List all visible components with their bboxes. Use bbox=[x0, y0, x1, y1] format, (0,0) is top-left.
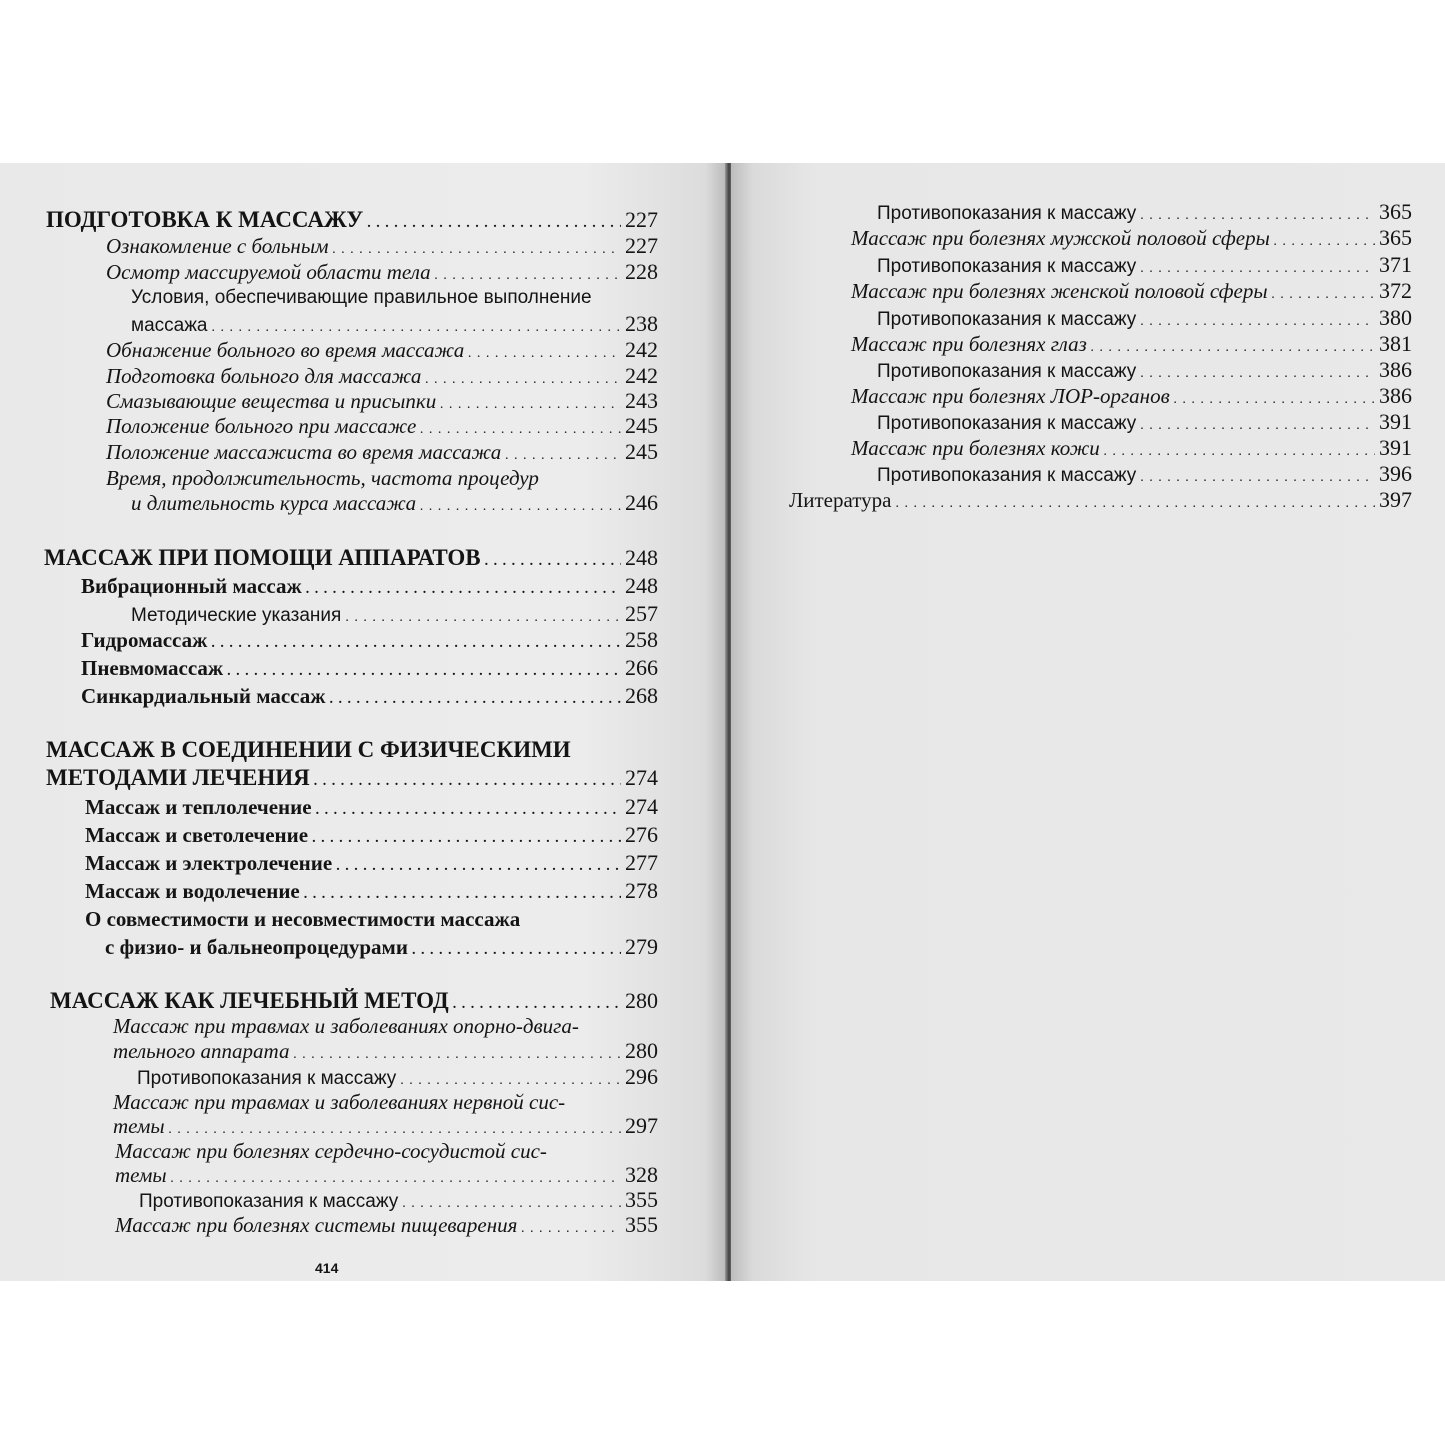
toc-title: Массаж и водолечение bbox=[85, 879, 300, 903]
toc-title: Смазывающие вещества и присыпки bbox=[106, 389, 437, 413]
toc-page-number: 276 bbox=[625, 822, 658, 847]
toc-page-number: 278 bbox=[625, 878, 658, 903]
toc-page-number: 245 bbox=[625, 439, 658, 464]
toc-title: Массаж при болезнях кожи bbox=[851, 436, 1100, 460]
toc-entry bbox=[81, 683, 658, 713]
toc-page-number: 227 bbox=[625, 207, 658, 232]
toc-entry bbox=[81, 627, 658, 657]
toc-page-number: 386 bbox=[1379, 383, 1412, 408]
toc-title: массажа bbox=[131, 315, 208, 336]
toc-entry bbox=[851, 225, 1412, 255]
toc-title: Гидромассаж bbox=[81, 628, 208, 652]
toc-title: и длительность курса массажа bbox=[131, 491, 417, 515]
toc-title-line1: О совместимости и несовместимости массажа bbox=[85, 907, 521, 931]
toc-title: Массаж при болезнях глаз bbox=[851, 332, 1087, 356]
toc-page-number: 396 bbox=[1379, 461, 1412, 486]
leader-dots bbox=[304, 882, 621, 908]
toc-page-number: 245 bbox=[625, 413, 658, 438]
toc-page-number: 372 bbox=[1379, 278, 1412, 303]
toc-page-number: 238 bbox=[625, 311, 658, 336]
toc-page-number: 228 bbox=[625, 259, 658, 284]
leader-dots bbox=[420, 494, 621, 520]
toc-title: Противопоказания к массажу bbox=[877, 361, 1137, 382]
toc-page-number: 355 bbox=[625, 1187, 658, 1212]
toc-title: Массаж при болезнях ЛОР-органов bbox=[851, 384, 1170, 408]
toc-entry-section bbox=[46, 765, 658, 795]
toc-page-number: 371 bbox=[1379, 252, 1412, 277]
toc-title: Массаж при болезнях женской половой сферы bbox=[851, 279, 1268, 303]
toc-page-number: 280 bbox=[625, 988, 658, 1013]
page-number-footer: 414 bbox=[315, 1260, 339, 1276]
toc-title-line1: Массаж при болезнях сердечно-сосудистой сис- bbox=[115, 1139, 547, 1163]
toc-page-number: 355 bbox=[625, 1212, 658, 1237]
toc-entry bbox=[115, 1212, 658, 1242]
toc-page-number: 242 bbox=[625, 363, 658, 388]
toc-entry bbox=[85, 822, 658, 852]
toc-title: МЕТОДАМИ ЛЕЧЕНИЯ bbox=[46, 765, 310, 790]
toc-entry bbox=[85, 794, 658, 824]
toc-title: Противопоказания к массажу bbox=[139, 1191, 399, 1212]
toc-page-number: 280 bbox=[625, 1038, 658, 1063]
toc-title: Массаж при болезнях мужской половой сферы bbox=[851, 226, 1270, 250]
toc-page-number: 242 bbox=[625, 337, 658, 362]
toc-page-number: 297 bbox=[625, 1113, 658, 1138]
leader-dots bbox=[329, 687, 621, 713]
toc-entry bbox=[81, 655, 658, 685]
toc-title: Вибрационный массаж bbox=[81, 574, 302, 598]
toc-title: МАССАЖ ПРИ ПОМОЩИ АППАРАТОВ bbox=[44, 545, 481, 570]
toc-title: Методические указания bbox=[131, 605, 342, 626]
toc-page-number: 380 bbox=[1379, 305, 1412, 330]
toc-title: тельного аппарата bbox=[113, 1039, 290, 1063]
toc-title: МАССАЖ КАК ЛЕЧЕБНЫЙ МЕТОД bbox=[50, 988, 449, 1013]
toc-title: Положение больного при массаже bbox=[106, 414, 417, 438]
right-page bbox=[731, 163, 1445, 1281]
toc-page-number: 274 bbox=[625, 765, 658, 790]
toc-title: Массаж и светолечение bbox=[85, 823, 309, 847]
leader-dots bbox=[316, 798, 621, 824]
leader-dots bbox=[227, 659, 621, 685]
toc-title: Противопоказания к массажу bbox=[877, 203, 1137, 224]
toc-entry bbox=[85, 878, 658, 908]
toc-entry bbox=[789, 487, 1412, 517]
leader-dots bbox=[485, 549, 621, 575]
toc-page-number: 391 bbox=[1379, 435, 1412, 460]
toc-page-number: 279 bbox=[625, 934, 658, 959]
toc-title: Синкардиальный массаж bbox=[81, 684, 326, 708]
toc-title: Массаж и теплолечение bbox=[85, 795, 312, 819]
toc-page-number: 296 bbox=[625, 1064, 658, 1089]
leader-dots bbox=[521, 1216, 621, 1242]
toc-page-number: 257 bbox=[625, 601, 658, 626]
toc-title: с физио- и бальнеопроцедурами bbox=[105, 935, 408, 959]
toc-entry bbox=[85, 850, 658, 880]
toc-title: Литература bbox=[789, 488, 892, 512]
left-page bbox=[0, 163, 727, 1281]
toc-title-line1: Массаж при травмах и заболеваниях нервной сис- bbox=[113, 1090, 566, 1114]
toc-entry bbox=[105, 934, 658, 964]
leader-dots bbox=[314, 769, 621, 795]
toc-page-number: 274 bbox=[625, 794, 658, 819]
toc-title: Противопоказания к массажу bbox=[137, 1068, 397, 1089]
leader-dots bbox=[895, 491, 1375, 517]
toc-entry bbox=[81, 573, 658, 603]
toc-title-line1: Условия, обеспечивающие правильное выполнение bbox=[131, 287, 592, 308]
toc-title: темы bbox=[113, 1114, 165, 1138]
toc-title: Обнажение больного во время массажа bbox=[106, 338, 465, 362]
leader-dots bbox=[211, 631, 621, 657]
toc-title: Противопоказания к массажу bbox=[877, 256, 1137, 277]
toc-entry bbox=[131, 490, 658, 520]
toc-title: Подготовка больного для массажа bbox=[106, 364, 422, 388]
toc-page-number: 248 bbox=[625, 573, 658, 598]
toc-title-line1: МАССАЖ В СОЕДИНЕНИИ С ФИЗИЧЕСКИМИ bbox=[46, 737, 571, 762]
toc-page-number: 277 bbox=[625, 850, 658, 875]
leader-dots bbox=[312, 826, 621, 852]
toc-title: Положение массажиста во время массажа bbox=[106, 440, 502, 464]
toc-title-line1: Массаж при травмах и заболеваниях опорно-двига- bbox=[113, 1014, 579, 1038]
toc-title: Осмотр массируемой области тела bbox=[106, 260, 431, 284]
toc-title: Массаж и электролечение bbox=[85, 851, 333, 875]
toc-entry bbox=[851, 278, 1412, 308]
toc-title: Ознакомление с больным bbox=[106, 234, 329, 258]
leader-dots bbox=[412, 938, 621, 964]
leader-dots bbox=[306, 577, 621, 603]
toc-page-number: 268 bbox=[625, 683, 658, 708]
toc-page-number: 266 bbox=[625, 655, 658, 680]
toc-title: Пневмомассаж bbox=[81, 656, 224, 680]
toc-title: ПОДГОТОВКА К МАССАЖУ bbox=[46, 207, 364, 232]
toc-page-number: 386 bbox=[1379, 357, 1412, 382]
toc-title: Массаж при болезнях системы пищеварения bbox=[115, 1213, 518, 1237]
toc-title: Противопоказания к массажу bbox=[877, 465, 1137, 486]
toc-page-number: 248 bbox=[625, 545, 658, 570]
toc-page-number: 365 bbox=[1379, 225, 1412, 250]
toc-page-number: 397 bbox=[1379, 487, 1412, 512]
toc-page-number: 227 bbox=[625, 233, 658, 258]
toc-page-number: 243 bbox=[625, 388, 658, 413]
toc-page-number: 381 bbox=[1379, 331, 1412, 356]
toc-title-line1: Время, продолжительность, частота процедур bbox=[106, 466, 539, 490]
toc-page-number: 365 bbox=[1379, 199, 1412, 224]
book-spread bbox=[0, 163, 1445, 1281]
toc-title: Противопоказания к массажу bbox=[877, 309, 1137, 330]
toc-title: Противопоказания к массажу bbox=[877, 413, 1137, 434]
toc-page-number: 246 bbox=[625, 490, 658, 515]
toc-page-number: 258 bbox=[625, 627, 658, 652]
toc-page-number: 328 bbox=[625, 1162, 658, 1187]
toc-entry-section bbox=[44, 545, 658, 575]
toc-page-number: 391 bbox=[1379, 409, 1412, 434]
leader-dots bbox=[336, 854, 621, 880]
toc-title: темы bbox=[115, 1163, 167, 1187]
